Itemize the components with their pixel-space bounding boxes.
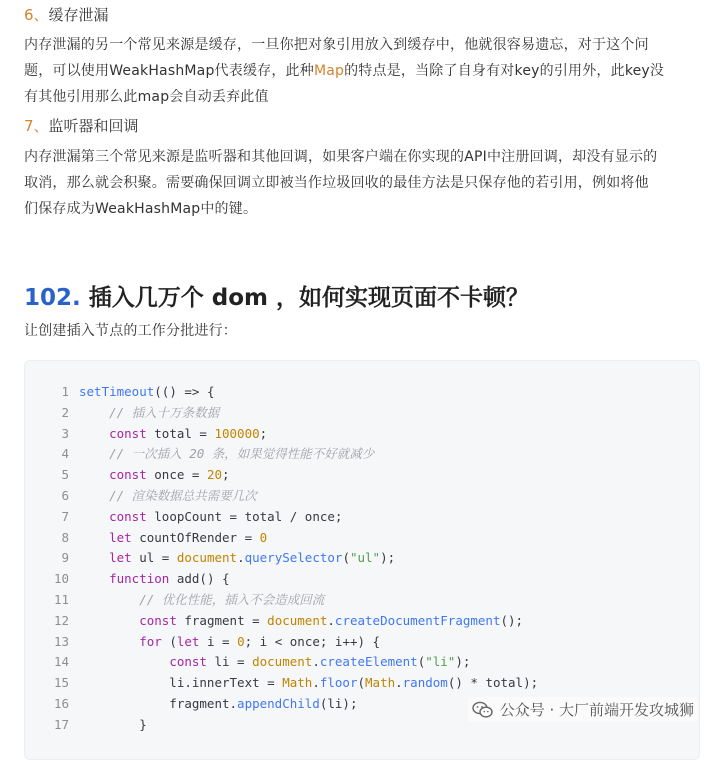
code-line	[25, 611, 699, 632]
intro-text: 让创建插入节点的工作分批进行：	[24, 323, 237, 339]
code-line	[25, 652, 699, 673]
section-6-line: 有其他引用那么此map会自动丢弃此值	[24, 89, 269, 105]
line-number: 3	[61, 425, 69, 441]
line-number: 12	[53, 612, 69, 628]
code-lines	[25, 382, 699, 736]
section-7-line: 内存泄漏第三个常见来源是监听器和其他回调，如果客户端在你实现的API中注册回调，却没有显示的	[24, 149, 658, 165]
section-6-number: 6、	[24, 6, 49, 24]
code-line	[25, 548, 699, 569]
code-text: const loopCount = total / once;	[109, 508, 343, 524]
code-text: // 一次插入 20 条，如果觉得性能不好就减少	[109, 446, 375, 462]
code-line	[25, 403, 699, 424]
code-text: // 优化性能，插入不会造成回流	[139, 591, 325, 607]
line-number: 4	[61, 446, 69, 462]
section-6-title-text: 缓存泄漏	[48, 6, 109, 24]
code-text: let countOfRender = 0	[109, 529, 268, 545]
line-number: 17	[53, 716, 69, 732]
section-7-title-text: 监听器和回调	[48, 117, 139, 135]
code-line	[25, 590, 699, 611]
code-line	[25, 444, 699, 465]
code-text: const total = 100000;	[109, 425, 268, 441]
line-number: 5	[61, 467, 69, 483]
line-number: 11	[53, 591, 69, 607]
section-7-number: 7、	[24, 117, 49, 135]
code-line	[25, 569, 699, 590]
map-link[interactable]: Map	[313, 63, 345, 79]
line-number: 14	[53, 654, 69, 670]
line-number: 6	[61, 487, 69, 503]
code-line	[25, 465, 699, 486]
code-text: function add() {	[109, 571, 230, 587]
code-line	[25, 424, 699, 445]
line-number: 8	[61, 529, 69, 545]
code-line	[25, 486, 699, 507]
section-7-paragraph	[24, 144, 700, 222]
line-number: 9	[61, 550, 69, 566]
code-text: setTimeout(() => {	[79, 384, 215, 399]
line-number: 1	[61, 384, 69, 399]
section-6-line: 题，可以使用WeakHashMap代表缓存，此种Map的特点是，当除了自身有对key的引用外，此key没	[24, 63, 665, 79]
code-text: const once = 20;	[109, 467, 230, 483]
question-heading	[24, 279, 529, 313]
code-text: }	[79, 716, 147, 732]
line-number: 10	[53, 571, 69, 587]
watermark-text: 公众号 · 大厂前端开发攻城狮	[499, 701, 694, 719]
code-line	[25, 507, 699, 528]
question-number: 102.	[24, 285, 81, 311]
line-number: 13	[53, 633, 69, 649]
line-number: 15	[53, 675, 69, 691]
section-7-title	[24, 115, 139, 137]
code-line	[25, 673, 699, 694]
code-line	[25, 632, 699, 653]
code-line	[25, 382, 699, 403]
code-text: for (let i = 0; i < once; i++) {	[139, 633, 381, 649]
code-text: let ul = document.querySelector("ul");	[109, 550, 396, 566]
code-text: const fragment = document.createDocumentFragment();	[139, 612, 524, 628]
section-7-line: 们保存成为WeakHashMap中的键。	[24, 201, 258, 217]
wechat-icon	[472, 701, 494, 719]
watermark	[468, 697, 698, 722]
line-number: 2	[61, 404, 69, 420]
section-6-title	[24, 4, 109, 26]
code-text: fragment.appendChild(li);	[79, 695, 358, 711]
code-text: // 插入十万条数据	[109, 404, 220, 420]
line-number: 16	[53, 695, 69, 711]
question-title: 插入几万个 dom ，如何实现页面不卡顿？	[88, 285, 530, 311]
section-7-line: 取消，那么就会积聚。需要确保回调立即被当作垃圾回收的最佳方法是只保存他的若引用，例如将他	[24, 175, 649, 191]
line-number: 7	[61, 508, 69, 524]
code-line	[25, 528, 699, 549]
section-6-line: 内存泄漏的另一个常见来源是缓存，一旦你把对象引用放入到缓存中，他就很容易遗忘，对于这个问	[24, 37, 649, 53]
code-text: li.innerText = Math.floor(Math.random() * total);	[79, 675, 539, 691]
code-text: const li = document.createElement("li");	[169, 654, 471, 670]
section-6-paragraph	[24, 32, 700, 110]
code-text: // 渲染数据总共需要几次	[109, 487, 257, 503]
